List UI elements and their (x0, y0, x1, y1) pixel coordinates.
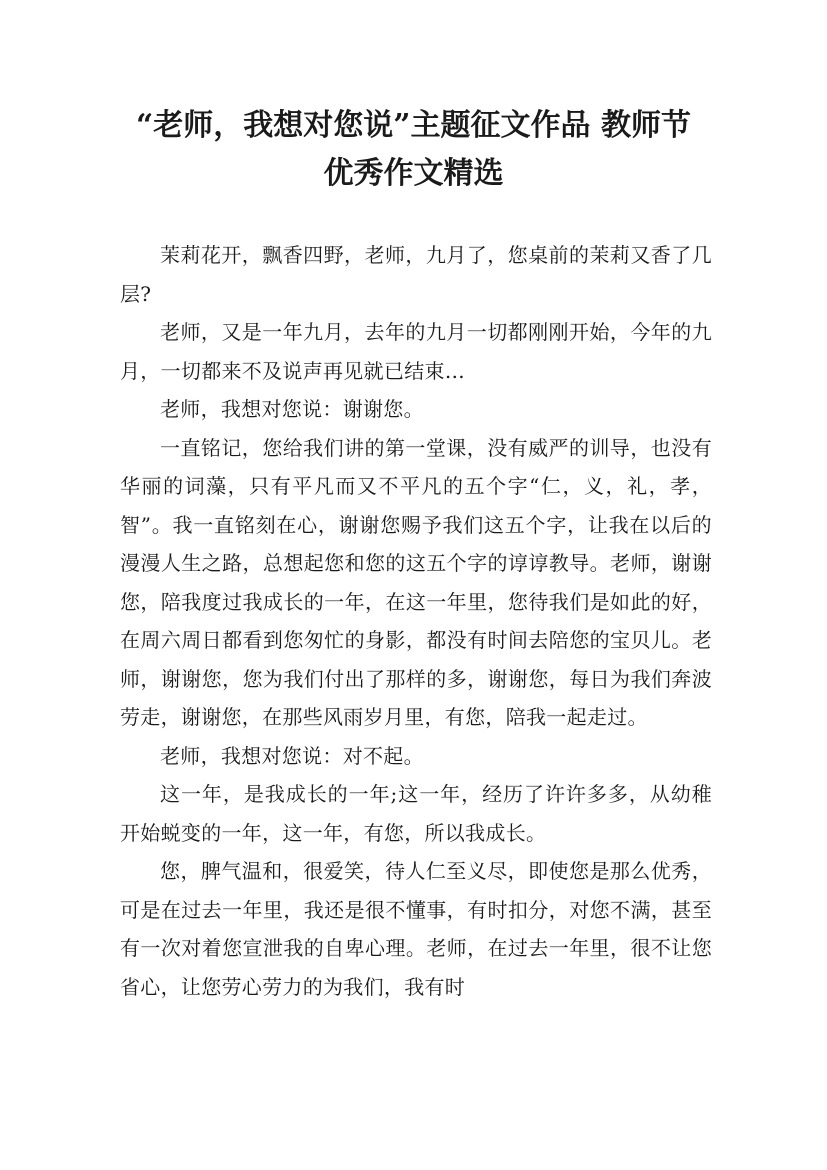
paragraph: 一直铭记，您给我们讲的第一堂课，没有威严的训导，也没有华丽的词藻，只有平凡而又不平凡的五个字“仁，义，礼，孝，智”。我一直铭刻在心，谢谢您赐予我们这五个字，让我在以后的漫漫人生之路，总想起您和您的这五个字的谆谆教导。老师，谢谢您，陪我度过我成长的一年，在这一年里，您待我们是如此的好，在周六周日都看到您匆忙的身影，都没有时间去陪您的宝贝儿。老师，谢谢您，您为我们付出了那样的多，谢谢您，每日为我们奔波劳走，谢谢您，在那些风雨岁月里，有您，陪我一起走过。 (120, 435, 712, 729)
paragraph: 茉莉花开，飘香四野，老师，九月了，您桌前的茉莉又香了几层? (120, 243, 712, 306)
paragraph: 您，脾气温和，很爱笑，待人仁至义尽，即使您是那么优秀，可是在过去一年里，我还是很不懂事，有时扣分，对您不满，甚至有一次对着您宣泄我的自卑心理。老师，在过去一年里，很不让您省心，让您劳心劳力的为我们，我有时 (120, 859, 712, 999)
paragraph: 老师，我想对您说：对不起。 (160, 743, 424, 768)
title-line-1: “老师，我想对您说”主题征文作品 教师节 (136, 108, 691, 143)
title-line-2: 优秀作文精选 (323, 156, 504, 191)
article-body (120, 236, 712, 1006)
paragraph: 老师，我想对您说：谢谢您。 (160, 397, 424, 421)
page-title (100, 102, 727, 198)
paragraph: 这一年，是我成长的一年;这一年，经历了许许多多，从幼稚开始蜕变的一年，这一年，有您，所以我成长。 (120, 782, 712, 845)
paragraph: 老师，又是一年九月，去年的九月一切都刚刚开始，今年的九月，一切都来不及说声再见就已结束… (120, 320, 712, 383)
